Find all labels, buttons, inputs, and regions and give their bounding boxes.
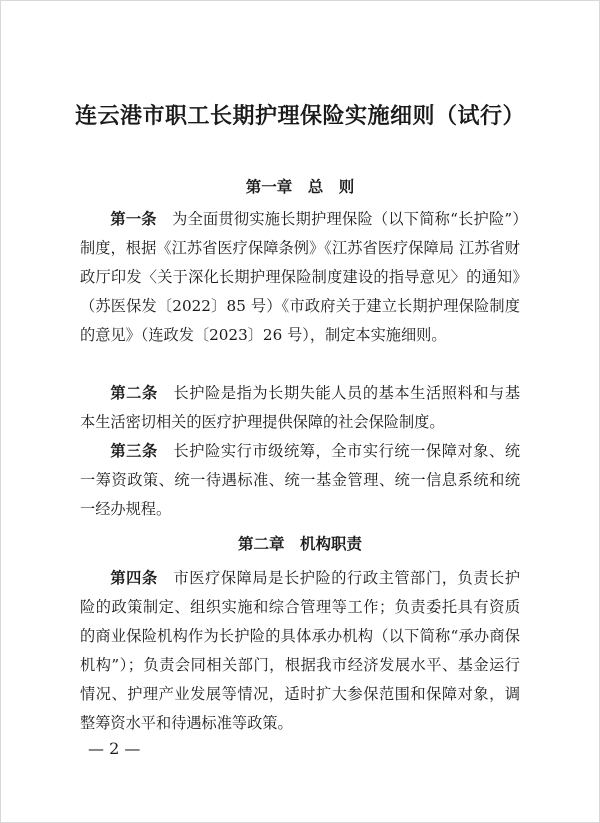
article-text: 长护险实行市级统筹，全市实行统一保障对象、统一筹资政策、统一待遇标准、统一基金管理、统一信息系统和统一经办规程。 [80,442,521,518]
article-label: 第四条 [110,569,158,587]
article-label: 第二条 [110,384,158,402]
page-number: — 2 — [88,739,141,758]
article-label: 第三条 [110,442,158,460]
document-title: 连云港市职工长期护理保险实施细则（试行） [74,104,525,129]
article-2 [80,379,520,437]
chapter-heading-1: 第一章 总 则 [245,178,355,196]
chapter-heading-2: 第二章 机构职责 [237,535,362,553]
article-label: 第一条 [110,210,157,228]
article-4 [80,564,520,738]
article-1 [80,205,520,350]
article-text: 为全面贯彻实施长期护理保险（以下简称“长护险”）制度，根据《江苏省医疗保障条例》《江苏省医疗保障局 江苏省财政厅印发〈关于深化长期护理保险制度建设的指导意见〉的通知》（苏医保发〔2022〕85 号）《市政府关于建立长期护理保险制度的意见》（连政发〔2023〕26 号），制定本实施细则。 [80,210,521,344]
article-3 [80,437,520,524]
article-text: 市医疗保障局是长护险的行政主管部门，负责长护险的政策制定、组织实施和综合管理等工作；负责委托具有资质的商业保险机构作为长护险的具体承办机构（以下简称“承办商保机构”）；负责会同相关部门，根据我市经济发展水平、基金运行情况、护理产业发展等情况，适时扩大参保范围和保障对象，调整筹资水平和待遇标准等政策。 [80,569,521,732]
article-text: 长护险是指为长期失能人员的基本生活照料和与基本生活密切相关的医疗护理提供保障的社会保险制度。 [80,384,521,431]
